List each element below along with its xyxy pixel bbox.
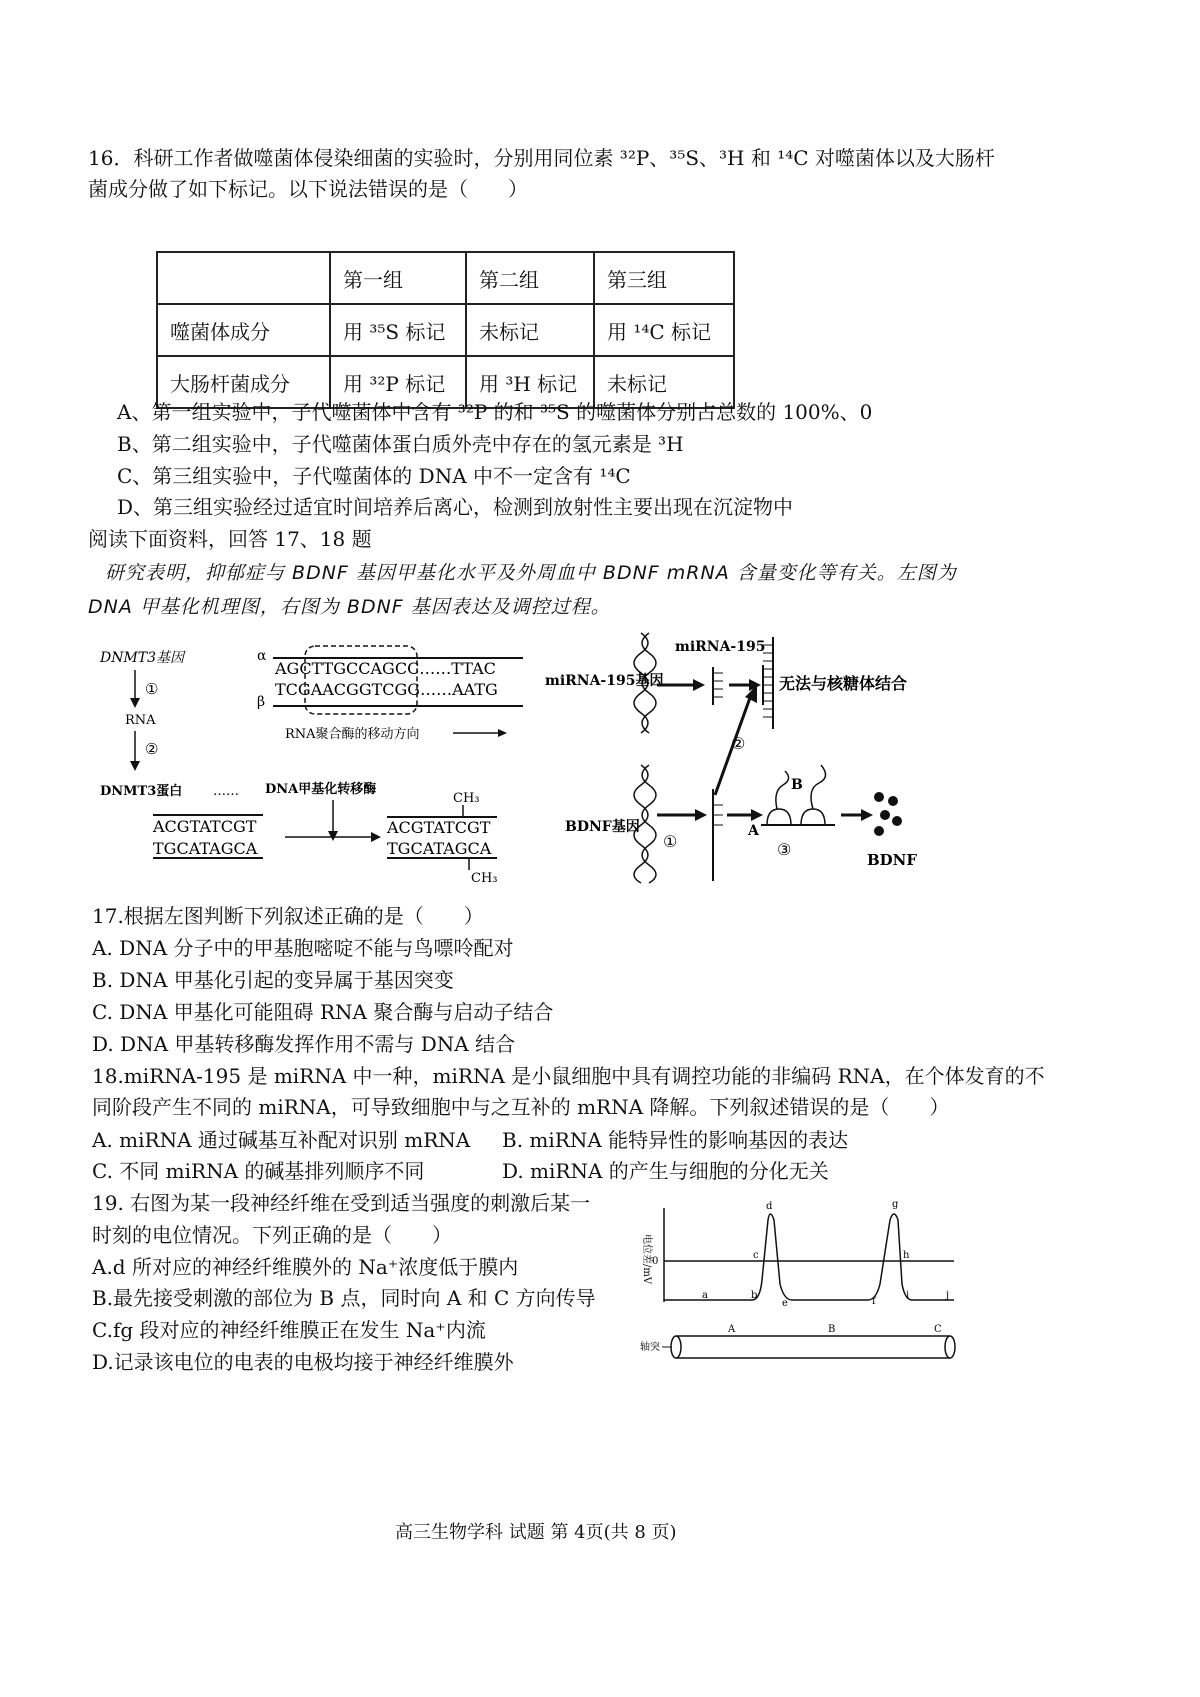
y-axis-label: 电位差/mV — [641, 1234, 652, 1285]
table-row — [157, 252, 734, 304]
beta-label: β — [257, 694, 266, 710]
methylated-bottom-seq: TGCATAGCA — [387, 839, 492, 858]
table-cell — [157, 252, 330, 304]
reading-para-line2: DNA 甲基化机理图，右图为 BDNF 基因表达及调控过程。 — [88, 596, 611, 618]
step-3-label: ③ — [777, 840, 792, 859]
rna-label: RNA — [125, 713, 156, 728]
dna-methylation-figure — [95, 630, 535, 890]
methylated-top-seq: ACGTATCGT — [387, 818, 491, 837]
q18-option-d: D. miRNA 的产生与细胞的分化无关 — [502, 1159, 829, 1183]
table-cell: 用 ³⁵S 标记 — [330, 304, 466, 356]
q17-stem: 17.根据左图判断下列叙述正确的是（ ） — [92, 904, 484, 928]
point-label-e: e — [782, 1298, 788, 1309]
ellipsis-label: …… — [213, 784, 239, 799]
q16-option-d: D、第三组实验经过适宜时间培养后离心，检测到放射性主要出现在沉淀物中 — [117, 495, 794, 519]
reading-intro: 阅读下面资料，回答 17、18 题 — [88, 527, 372, 551]
q16-option-b: B、第二组实验中，子代噬菌体蛋白质外壳中存在的氢元素是 ³H — [117, 432, 684, 456]
point-label-a: a — [702, 1290, 708, 1301]
bdnf-protein-label: BDNF — [867, 851, 918, 869]
q16-stem-line1: 16．科研工作者做噬菌体侵染细菌的实验时，分别用同位素 ³²P、³⁵S、³H 和 ¹⁴C 对噬菌体以及大肠杆 — [88, 146, 995, 170]
point-label-i: i — [906, 1290, 910, 1301]
q19-stem-line1: 19. 右图为某一段神经纤维在受到适当强度的刺激后某一 — [92, 1191, 591, 1215]
alpha-strand-sequence: AGCTTGCCAGCC……TTAC — [275, 659, 496, 678]
methyltransferase-label: DNA甲基化转移酶 — [265, 782, 377, 797]
dnmt3-protein-label: DNMT3蛋白 — [100, 784, 183, 799]
alpha-label: α — [257, 648, 267, 664]
step-1-label: ① — [663, 832, 678, 851]
page-footer: 高三生物学科 试题 第 4页(共 8 页) — [395, 1522, 677, 1543]
q18-option-b: B. miRNA 能特异性的影响基因的表达 — [502, 1128, 849, 1152]
table-cell: 未标记 — [466, 304, 594, 356]
label-b: B — [791, 777, 803, 793]
beta-strand-sequence: TCGAACGGTCGG……AATG — [275, 680, 498, 699]
step-2-label: ② — [731, 734, 746, 753]
q17-option-b: B. DNA 甲基化引起的变异属于基因突变 — [92, 968, 454, 992]
point-label-d: d — [766, 1201, 773, 1212]
step-1-label: ① — [145, 680, 159, 698]
table-cell: 未标记 — [594, 356, 734, 408]
zero-label: 0 — [652, 1256, 659, 1267]
q17-option-c: C. DNA 甲基化可能阻碍 RNA 聚合酶与启动子结合 — [92, 1000, 554, 1024]
q19-option-d: D.记录该电位的电表的电极均接于神经纤维膜外 — [92, 1350, 514, 1374]
q19-option-a: A.d 所对应的神经纤维膜外的 Na⁺浓度低于膜内 — [92, 1255, 519, 1279]
point-label-j: j — [946, 1290, 950, 1301]
table-cell: 大肠杆菌成分 — [157, 356, 330, 408]
q17-option-a: A. DNA 分子中的甲基胞嘧啶不能与鸟嘌呤配对 — [92, 936, 514, 960]
q16-option-c: C、第三组实验中，子代噬菌体的 DNA 中不一定含有 ¹⁴C — [117, 464, 631, 488]
point-label-g: g — [892, 1200, 899, 1210]
table-cell: 用 ³²P 标记 — [330, 356, 466, 408]
unmethylated-bottom-seq: TGCATAGCA — [153, 839, 258, 858]
table-header-group2: 第二组 — [466, 252, 594, 304]
q19-option-c: C.fg 段对应的神经纤维膜正在发生 Na⁺内流 — [92, 1318, 486, 1342]
table-cell: 用 ¹⁴C 标记 — [594, 304, 734, 356]
table-header-group3: 第三组 — [594, 252, 734, 304]
q18-option-c: C. 不同 miRNA 的碱基排列顺序不同 — [92, 1159, 425, 1183]
cannot-bind-ribosome-label: 无法与核糖体结合 — [779, 674, 908, 693]
q18-stem-line1: 18.miRNA-195 是 miRNA 中一种，miRNA 是小鼠细胞中具有调控功能的非编码 RNA，在个体发育的不 — [92, 1064, 1045, 1088]
table-cell: 用 ³H 标记 — [466, 356, 594, 408]
q18-option-a: A. miRNA 通过碱基互补配对识别 mRNA — [92, 1128, 471, 1152]
q19-stem-line2: 时刻的电位情况。下列正确的是（ ） — [92, 1223, 452, 1247]
label-a: A — [748, 823, 759, 839]
axon-point-a: A — [728, 1324, 736, 1335]
q16-option-a: A、第一组实验中，子代噬菌体中含有 ³²P 的和 ³⁵S 的噬菌体分别占总数的 100%、0 — [117, 400, 873, 424]
table-cell: 噬菌体成分 — [157, 304, 330, 356]
point-label-h: h — [903, 1250, 910, 1261]
axon-label: 轴突 — [640, 1342, 660, 1353]
point-label-c: c — [753, 1250, 759, 1261]
membrane-potential-graph — [632, 1200, 962, 1370]
axon-point-b: B — [828, 1324, 836, 1335]
reading-para-line1: 研究表明，抑郁症与 BDNF 基因甲基化水平及外周血中 BDNF mRNA 含量变化等有关。左图为 — [105, 562, 957, 584]
q18-stem-line2: 同阶段产生不同的 miRNA，可导致细胞中与之互补的 mRNA 降解。下列叙述错误的是（ ） — [92, 1095, 950, 1119]
point-label-b: b — [751, 1290, 758, 1301]
q16-stem-line2: 菌成分做了如下标记。以下说法错误的是（ ） — [88, 177, 528, 201]
unmethylated-top-seq: ACGTATCGT — [153, 817, 257, 836]
mirna-gene-label: miRNA-195基因 — [545, 673, 664, 689]
dnmt3-gene-label: DNMT3基因 — [100, 650, 185, 666]
potential-curve — [664, 1214, 954, 1300]
bdnf-gene-label: BDNF基因 — [565, 819, 640, 835]
q17-option-d: D. DNA 甲基转移酶发挥作用不需与 DNA 结合 — [92, 1032, 516, 1056]
point-label-f: f — [872, 1296, 876, 1307]
table-row — [157, 304, 734, 356]
rna-polymerase-direction-label: RNA聚合酶的移动方向 — [285, 727, 420, 742]
axon-point-c: C — [934, 1324, 942, 1335]
q19-option-b: B.最先接受刺激的部位为 B 点，同时向 A 和 C 方向传导 — [92, 1286, 596, 1310]
ch3-top-label: CH₃ — [453, 791, 480, 806]
step-2-label: ② — [145, 740, 159, 758]
q16-label-table — [156, 251, 735, 409]
mirna-label: miRNA-195 — [675, 639, 766, 655]
bdnf-regulation-figure — [545, 625, 1025, 885]
table-header-group1: 第一组 — [330, 252, 466, 304]
ch3-bottom-label: CH₃ — [471, 871, 498, 886]
